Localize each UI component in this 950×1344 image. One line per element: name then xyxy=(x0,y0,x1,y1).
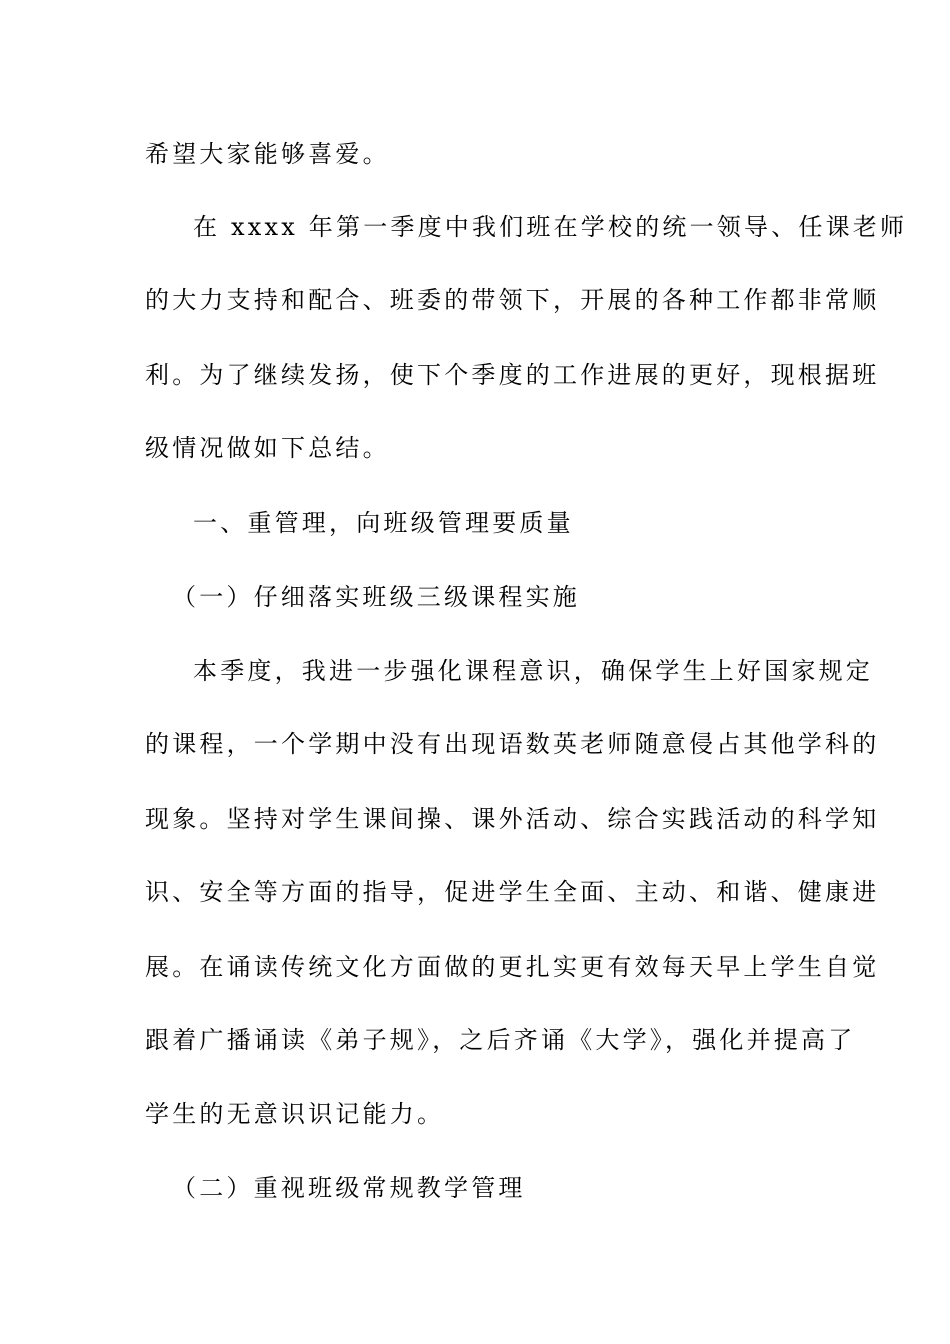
paragraph-line: 跟着广播诵读《弟子规》，之后齐诵《大学》，强化并提高了 xyxy=(145,1026,856,1054)
paragraph-line: 利。为了继续发扬，使下个季度的工作进展的更好，现根据班 xyxy=(145,361,880,389)
paragraph-line: 学生的无意识识记能力。 xyxy=(145,1100,445,1128)
paragraph-line: 展。在诵读传统文化方面做的更扎实更有效每天早上学生自觉 xyxy=(145,953,880,981)
paragraph-line: 的课程，一个学期中没有出现语数英老师随意侵占其他学科的 xyxy=(145,730,880,758)
paragraph-line: 级情况做如下总结。 xyxy=(145,434,390,462)
paragraph-line: 在 xxxx 年第一季度中我们班在学校的统一领导、任课老师 xyxy=(193,213,908,241)
paragraph-line: 识、安全等方面的指导，促进学生全面、主动、和谐、健康进 xyxy=(145,878,880,906)
section-heading: 一、重管理，向班级管理要质量 xyxy=(193,509,574,537)
paragraph-line: 本季度，我进一步强化课程意识，确保学生上好国家规定 xyxy=(193,657,873,685)
paragraph-line: 的大力支持和配合、班委的带领下，开展的各种工作都非常顺 xyxy=(145,286,880,314)
subsection-heading: （一）仔细落实班级三级课程实施 xyxy=(172,583,580,611)
subsection-heading: （二）重视班级常规教学管理 xyxy=(172,1174,526,1202)
paragraph-line: 希望大家能够喜爱。 xyxy=(145,140,390,168)
paragraph-line: 现象。坚持对学生课间操、课外活动、综合实践活动的科学知 xyxy=(145,805,880,833)
